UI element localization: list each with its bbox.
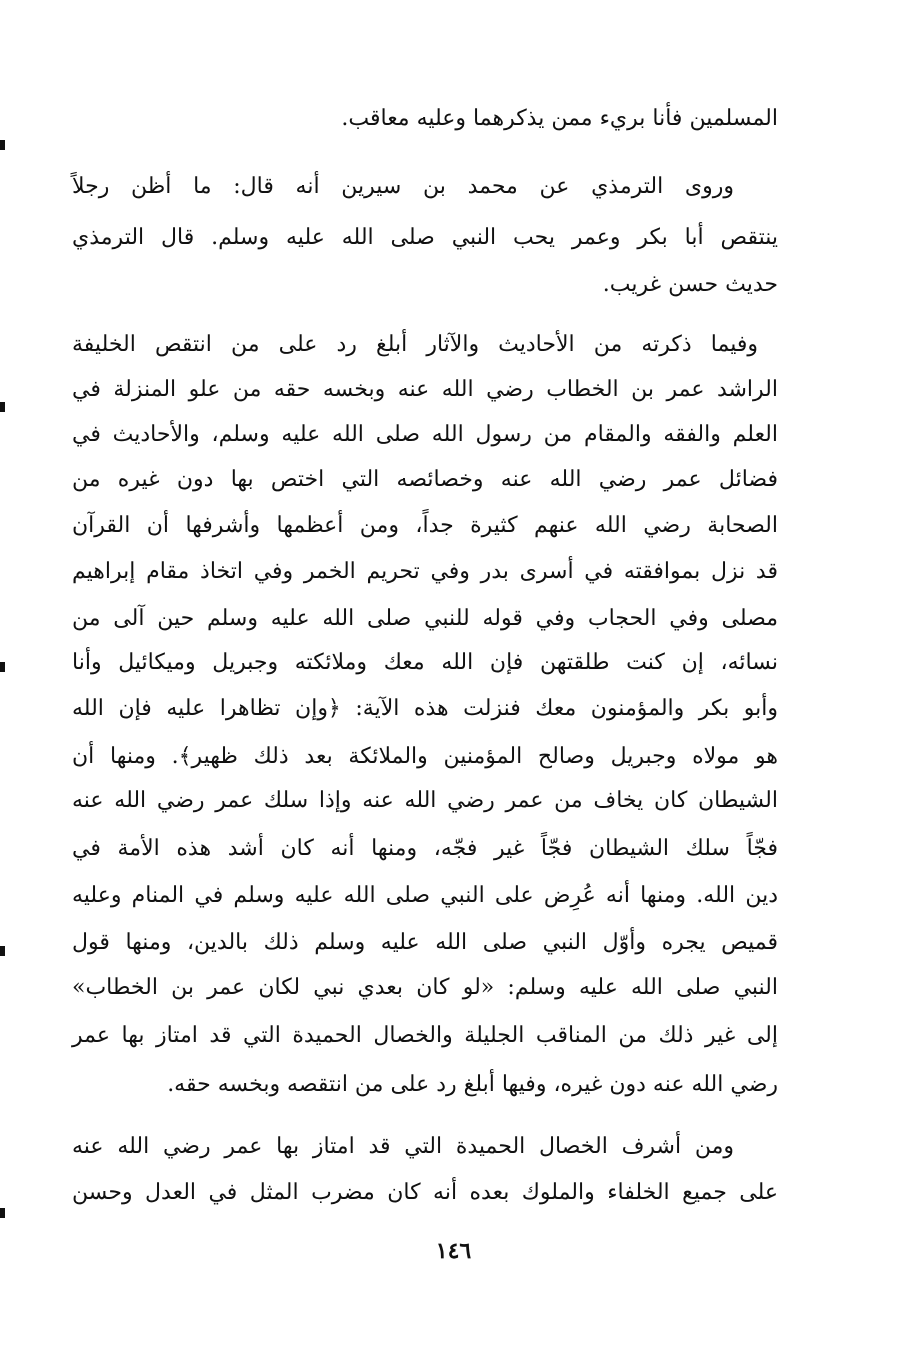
paragraph-first-line: ومن أشرف الخصال الحميدة التي قد امتاز بها عمر رضي الله عنه bbox=[72, 1134, 734, 1159]
text-line: مصلى وفي الحجاب وفي قوله للنبي صلى الله عليه وسلم حين آلى من bbox=[72, 606, 778, 631]
text-line: هو مولاه وجبريل وصالح المؤمنين والملائكة بعد ذلك ظهير﴾. ومنها أن bbox=[72, 744, 778, 769]
text-line: قميص يجره وأوّل النبي صلى الله عليه وسلم ذلك بالدين، ومنها قول bbox=[72, 930, 778, 955]
text-line: الراشد عمر بن الخطاب رضي الله عنه وبخسه حقه من علو المنزلة في bbox=[72, 377, 778, 402]
text-line: فضائل عمر رضي الله عنه وخصائصه التي اختص بها دون غيره من bbox=[72, 467, 778, 492]
paragraph-first-line: وفيما ذكرته من الأحاديث والآثار أبلغ رد على من انتقص الخليفة bbox=[72, 332, 758, 357]
text-line: الشيطان كان يخاف من عمر رضي الله عنه وإذا سلك عمر رضي الله عنه bbox=[72, 788, 778, 813]
text-line: ينتقص أبا بكر وعمر يحب النبي صلى الله عليه وسلم. قال الترمذي bbox=[72, 225, 778, 250]
paragraph-first-line: وروى الترمذي عن محمد بن سيرين أنه قال: ما أظن رجلاً bbox=[72, 174, 734, 199]
text-line: الصحابة رضي الله عنهم كثيرة جداً، ومن أعظمها وأشرفها أن القرآن bbox=[72, 513, 778, 538]
text-line: المسلمين فأنا بريء ممن يذكرهما وعليه معاقب. bbox=[341, 106, 778, 131]
text-line: فجّاً سلك الشيطان فجّاً غير فجّه، ومنها أنه كان أشد هذه الأمة في bbox=[72, 836, 778, 861]
text-line: رضي الله عنه دون غيره، وفيها أبلغ رد على من انتقصه وبخسه حقه. bbox=[167, 1072, 778, 1097]
scan-edge-mark bbox=[0, 402, 5, 412]
text-line: نسائه، إن كنت طلقتهن فإن الله معك وملائكته وجبريل وميكائيل وأنا bbox=[72, 650, 778, 675]
text-line: قد نزل بموافقته في أسرى بدر وفي تحريم الخمر وفي اتخاذ مقام إبراهيم bbox=[72, 559, 778, 584]
scan-edge-mark bbox=[0, 1208, 5, 1218]
scan-edge-mark bbox=[0, 662, 5, 672]
text-line: النبي صلى الله عليه وسلم: «لو كان بعدي نبي لكان عمر بن الخطاب» bbox=[72, 975, 778, 1000]
text-line: وأبو بكر والمؤمنون معك فنزلت هذه الآية: ﴿وإن تظاهرا عليه فإن الله bbox=[72, 696, 778, 721]
text-line: دين الله. ومنها أنه عُرِض على النبي صلى الله عليه وسلم في المنام وعليه bbox=[72, 883, 778, 908]
text-line: على جميع الخلفاء والملوك بعده أنه كان مضرب المثل في العدل وحسن bbox=[72, 1180, 778, 1205]
text-line: حديث حسن غريب. bbox=[602, 272, 778, 297]
text-line: العلم والفقه والمقام من رسول الله صلى الله عليه وسلم، والأحاديث في bbox=[72, 422, 779, 447]
scan-edge-mark bbox=[0, 946, 5, 956]
scan-edge-mark bbox=[0, 140, 5, 150]
page-number: ١٤٦ bbox=[435, 1238, 472, 1264]
text-line: إلى غير ذلك من المناقب الجليلة والخصال الحميدة التي قد امتاز بها عمر bbox=[72, 1023, 778, 1048]
